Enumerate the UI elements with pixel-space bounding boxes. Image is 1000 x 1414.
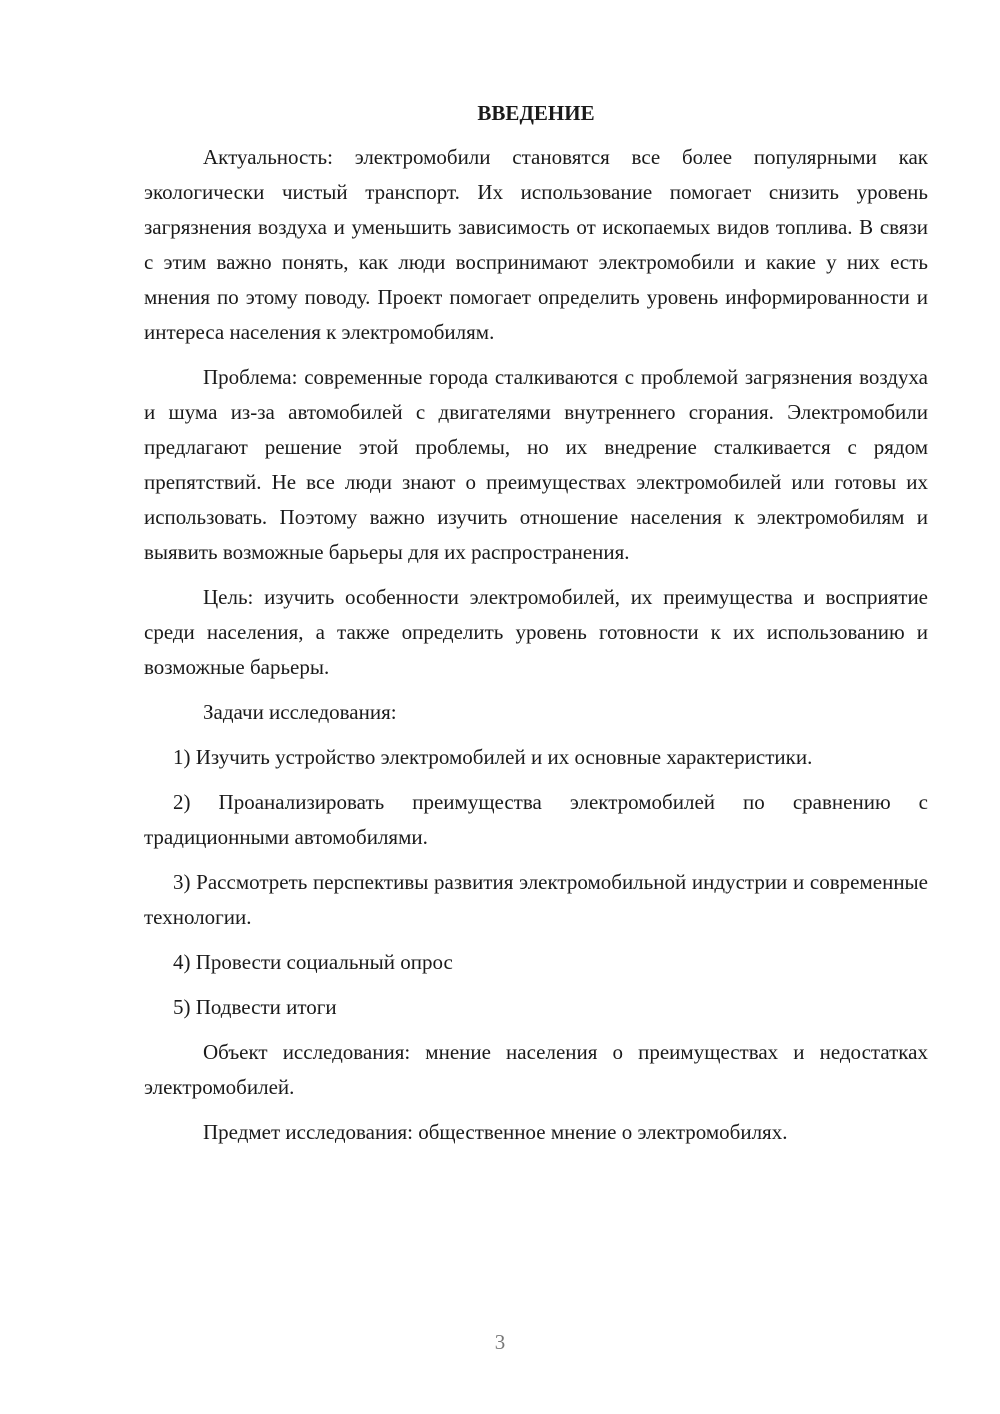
task-item-1: 1) Изучить устройство электромобилей и их основные характеристики. <box>173 745 813 769</box>
paragraph-object: Объект исследования: мнение населения о преимуществах и недостатках электромобилей. <box>144 1040 928 1099</box>
page-number: 3 <box>494 1330 506 1354</box>
paragraph-tasks-heading: Задачи исследования: <box>203 700 397 724</box>
paragraph-problem: Проблема: современные города сталкиваются с проблемой загрязнения воздуха и шума из-за автомобилей с двигателями внутреннего сгорания. Электромобили предлагают решение этой проблемы, но их внедрение сталкивается с рядом препятствий. Не все люди знают о преимуществах электромобилей или готовы их использовать. Поэтому важно изучить отношение населения к электромобилям и выявить возможные барьеры для их распространения. <box>144 365 928 564</box>
task-item-2: 2) Проанализировать преимущества электромобилей по сравнению с традиционными автомобилями. <box>144 790 928 849</box>
paragraph-relevance: Актуальность: электромобили становятся все более популярными как экологически чистый транспорт. Их использование помогает снизить уровень загрязнения воздуха и уменьшить зависимость от ископаемых видов топлива. В связи с этим важно понять, как люди воспринимают электромобили и какие у них есть мнения по этому поводу. Проект помогает определить уровень информированности и интереса населения к электромобилям. <box>144 145 928 344</box>
paragraph-goal: Цель: изучить особенности электромобилей, их преимущества и восприятие среди населения, а также определить уровень готовности к их использованию и возможные барьеры. <box>144 585 928 679</box>
page-content <box>144 96 928 1160</box>
task-item-4: 4) Провести социальный опрос <box>173 950 453 974</box>
section-title: ВВЕДЕНИЕ <box>477 101 595 125</box>
task-item-3: 3) Рассмотреть перспективы развития электромобильной индустрии и современные технологии. <box>144 870 928 929</box>
task-item-5: 5) Подвести итоги <box>173 995 337 1019</box>
paragraph-subject: Предмет исследования: общественное мнение о электромобилях. <box>203 1120 788 1144</box>
